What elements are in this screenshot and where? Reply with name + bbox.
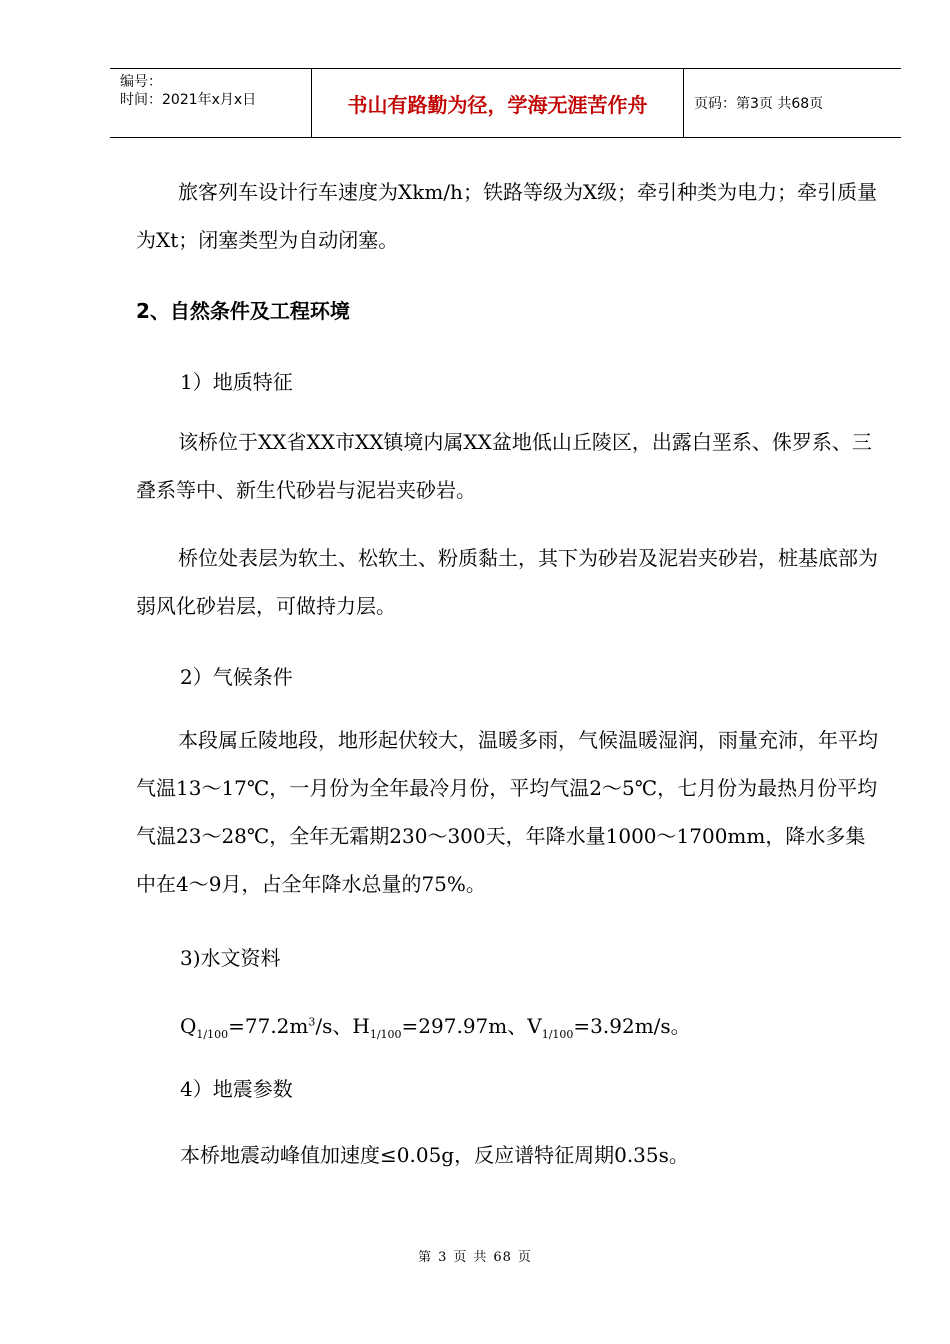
footer-ye2: 页 [517,1250,532,1265]
formula-h-symbol: H [352,1014,370,1038]
formula-q-superscript: 3 [308,1015,316,1029]
subheading-geology: 1）地质特征 [180,370,293,394]
document-date: 时间：2021年x月x日 [120,92,257,108]
formula-v-subscript: 1/100 [541,1028,574,1041]
subheading-hydrology: 3)水文资料 [180,946,281,970]
paragraph-geology-layers: 桥位处表层为软土、松软土、粉质黏土，其下为砂岩及泥岩夹砂岩，桩基底部为弱风化砂岩层，可做持力层。 [136,546,878,618]
paragraph-geology-location: 该桥位于XX省XX市XX镇境内属XX盆地低山丘陵区，出露白垩系、侏罗系、三叠系等中、新生代砂岩与泥岩夹砂岩。 [136,430,872,502]
header-meta [110,69,312,137]
paragraph-climate: 本段属丘陵地段，地形起伏较大，温暖多雨，气候温暖湿润，雨量充沛，年平均气温13～17℃，一月份为全年最冷月份，平均气温2～5℃，七月份为最热月份平均气温23～28℃，全年无霜期230～300天，年降水量1000～1700mm，降水多集中在4～9月，占全年降水总量的75%。 [136,728,878,896]
formula-q-subscript: 1/100 [196,1028,229,1041]
formula-v-value: =3.92m/s。 [573,1014,691,1038]
header-motto-cell [312,69,684,137]
formula-q-value: =77.2m [228,1014,309,1038]
formula-v-symbol: V [527,1014,542,1038]
header-motto: 书山有路勤为径，学海无涯苦作舟 [347,92,648,117]
footer-page-number: 3 [438,1250,448,1265]
page-footer [0,1246,950,1265]
formula-h-value: =297.97m、 [401,1014,528,1038]
footer-total-pages: 68 [493,1250,512,1265]
footer-gong: 共 [473,1250,488,1265]
subheading-climate: 2）气候条件 [180,665,293,689]
paragraph-seismic: 本桥地震动峰值加速度≤0.05g，反应谱特征周期0.35s。 [180,1143,689,1167]
formula-h-subscript: 1/100 [369,1028,402,1041]
subheading-seismic: 4）地震参数 [180,1077,293,1101]
footer-ye: 页 [453,1250,468,1265]
page-header [110,68,901,138]
formula-q-symbol: Q [180,1014,197,1038]
hydrology-formula [180,1010,691,1041]
section-heading-natural-conditions: 2、自然条件及工程环境 [136,299,350,323]
formula-q-unit: /s、 [315,1014,353,1038]
paragraph-train-design: 旅客列车设计行车速度为Xkm/h；铁路等级为X级；牵引种类为电力；牵引质量为Xt；闭塞类型为自动闭塞。 [136,180,878,252]
footer-di: 第 [418,1250,433,1265]
header-page-info: 页码：第3页 共68页 [694,96,824,112]
document-number-label: 编号： [120,74,162,90]
